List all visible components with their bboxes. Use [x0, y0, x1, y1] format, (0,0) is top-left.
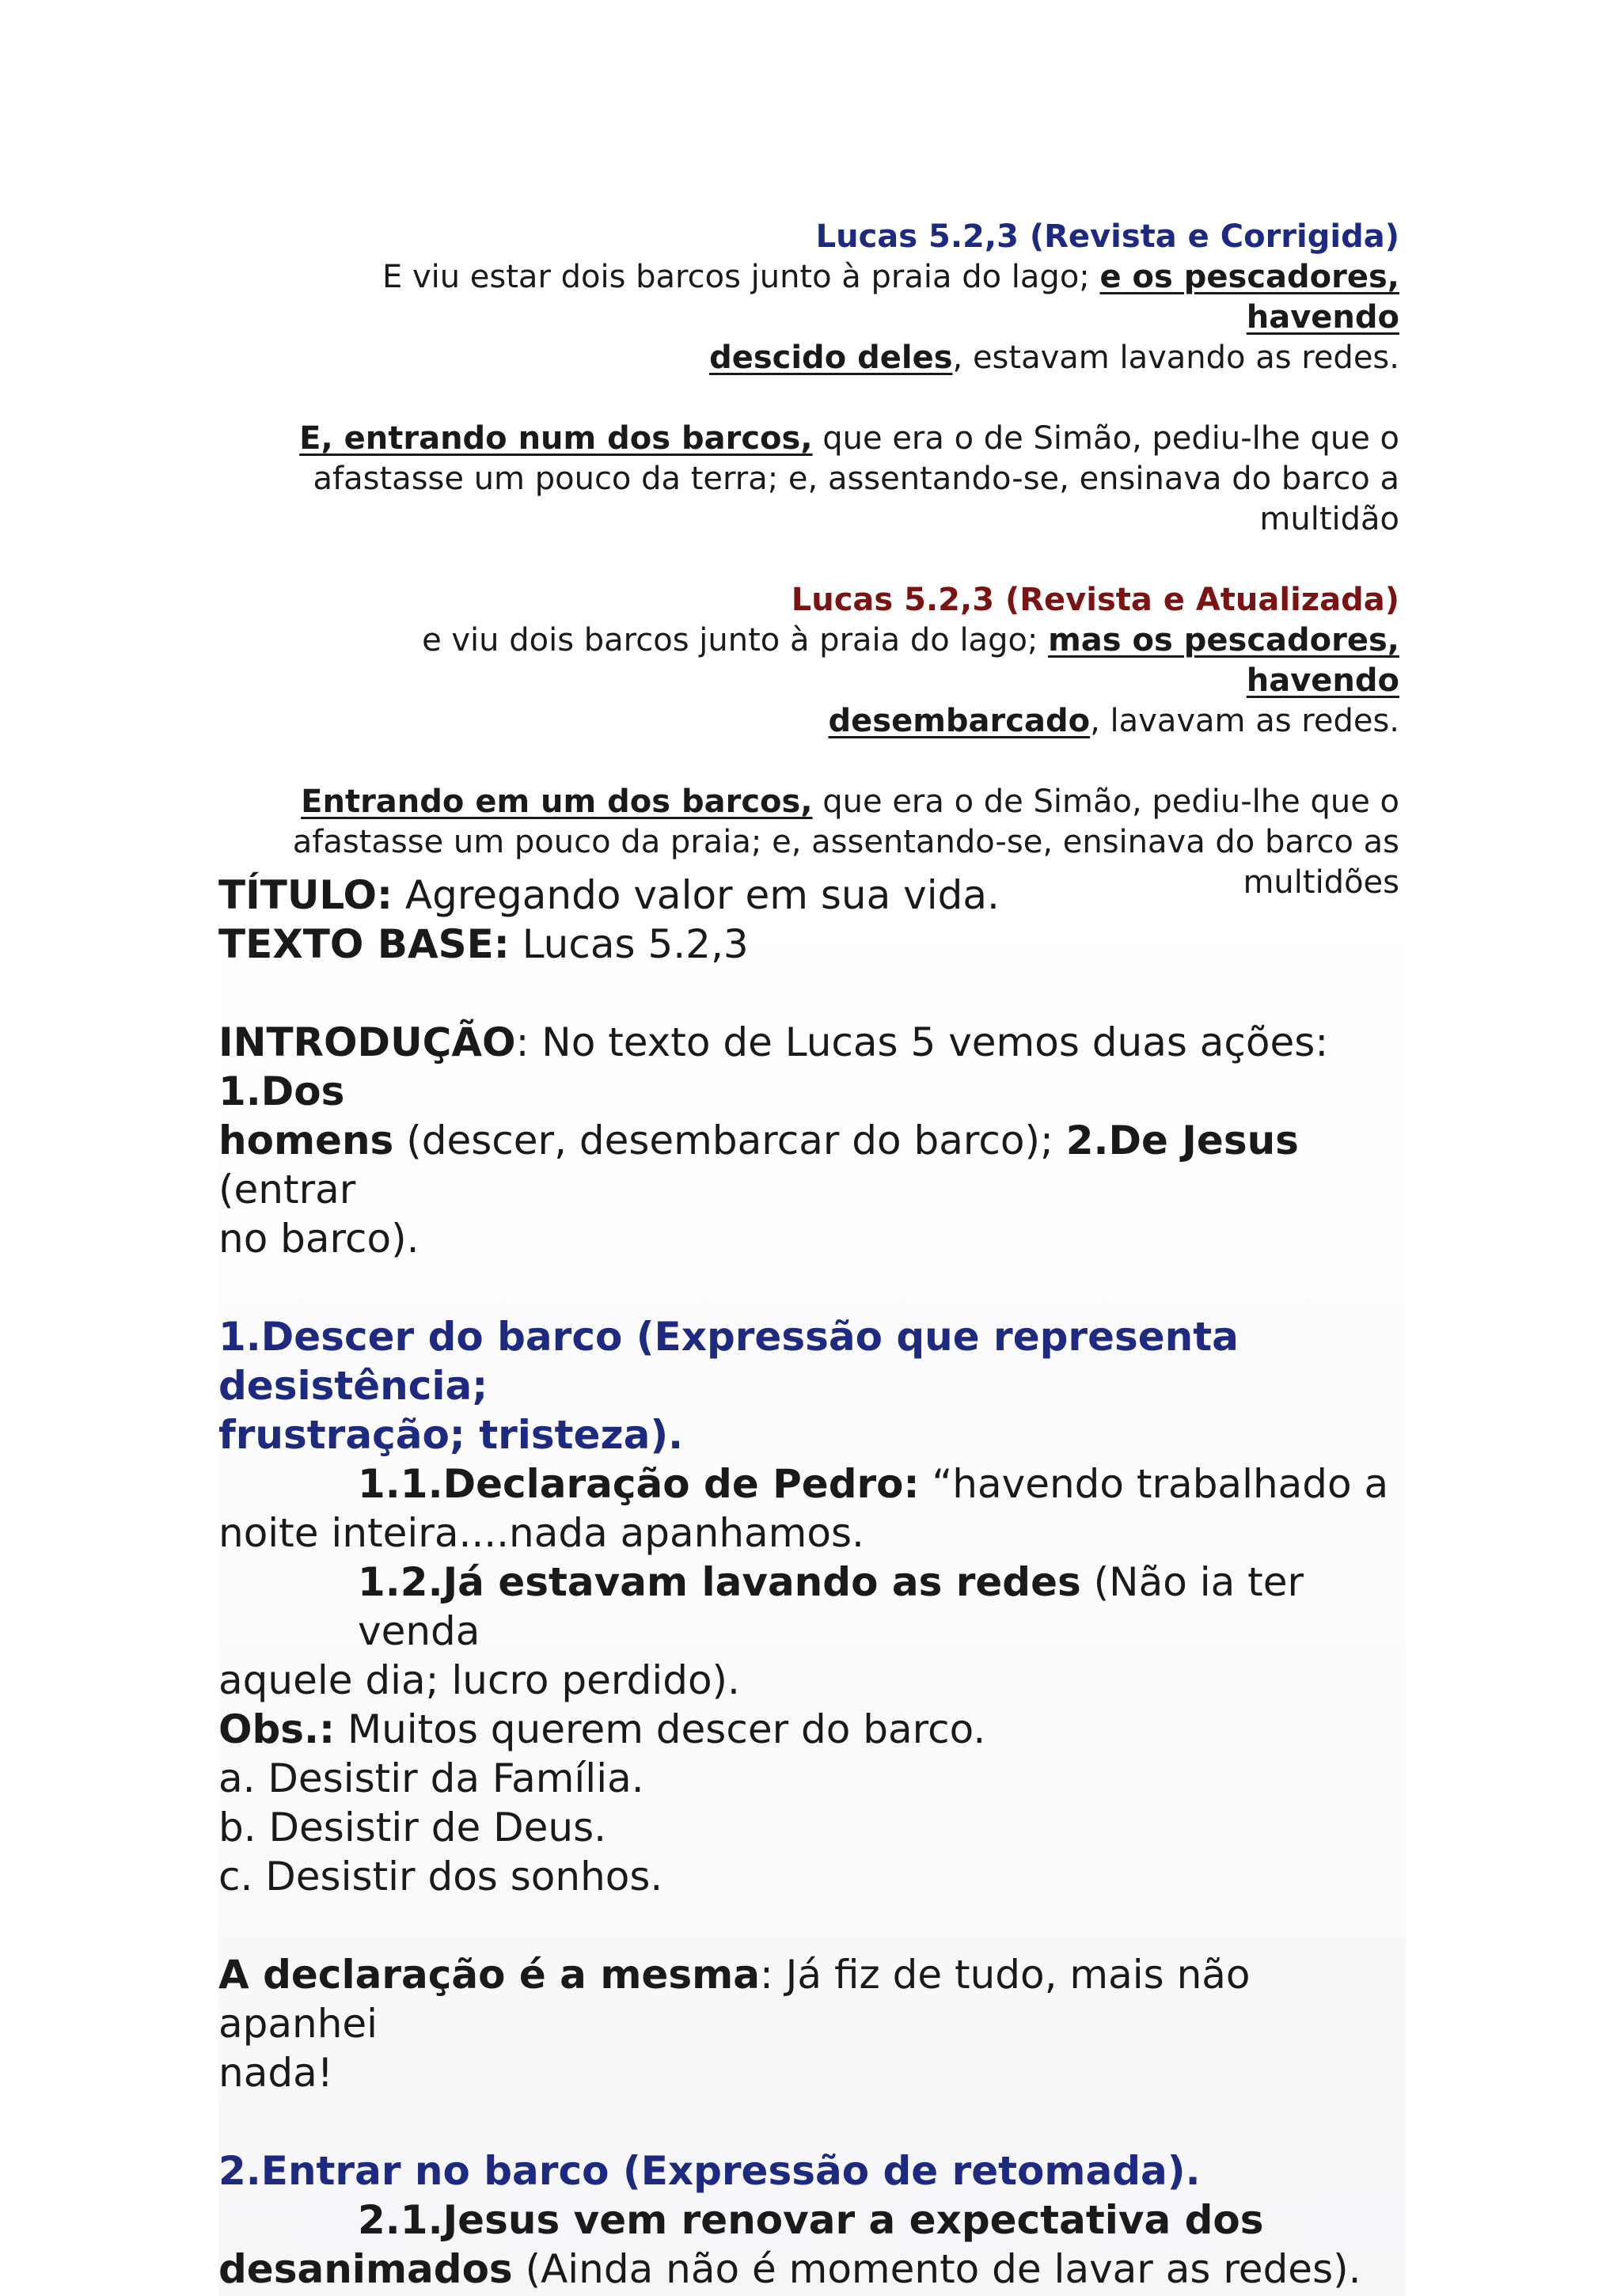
list-item: a. Desistir da Família. — [218, 1755, 644, 1801]
verse-ra-2-line1 — [261, 620, 1399, 701]
intro-line2 — [218, 1116, 1406, 1214]
subsection-label: desanimados — [218, 2246, 513, 2292]
verse-ra-3-line1 — [261, 782, 1399, 822]
underlined-phrase: e os pescadores, havendo — [1099, 259, 1399, 336]
section-1-heading-cont: frustração; tristeza). — [218, 1412, 684, 1458]
verse-rc-3-line1 — [261, 419, 1399, 459]
intro-bold: homens — [218, 1118, 394, 1163]
verse-rc-3-line3: multidão — [1259, 501, 1399, 537]
intro-label: INTRODUÇÃO — [218, 1019, 516, 1065]
subsection-text: (Ainda não é momento de lavar as redes). — [512, 2246, 1361, 2292]
verse-ra-2-line2 — [261, 701, 1399, 742]
verse-rc-2-line2 — [261, 338, 1399, 378]
verse-rc-2-line1 — [261, 257, 1399, 338]
verse-reference-ra: Lucas 5.2,3 (Revista e Atualizada) — [791, 582, 1399, 618]
sermon-outline — [218, 871, 1406, 2294]
section-1-heading: 1.Descer do barco (Expressão que representa desistência; — [218, 1314, 1239, 1409]
verse-ra-3-line3: multidões — [1243, 864, 1399, 901]
verse-text: que era o de Simão, pediu-lhe que o — [812, 420, 1399, 457]
underlined-phrase: E, entrando num dos barcos, — [299, 420, 813, 457]
declaration-label: A declaração é a mesma — [218, 1952, 760, 1998]
underlined-phrase: mas os pescadores, havendo — [1048, 622, 1399, 699]
list-item: b. Desistir de Deus. — [218, 1805, 607, 1850]
subsection-2-1-line2 — [218, 2245, 1406, 2294]
intro-text: : No texto de Lucas 5 vemos duas ações: — [515, 1019, 1329, 1065]
subsection-label: 1.1.Declaração de Pedro: — [358, 1461, 920, 1507]
subsection-1-2-line1 — [218, 1558, 1406, 1656]
intro-text: (descer, desembarcar do barco); — [393, 1118, 1066, 1163]
subsection-2-1-line1: 2.1.Jesus vem renovar a expectativa dos — [358, 2197, 1264, 2243]
intro-bold: 2.De Jesus — [1065, 1118, 1299, 1163]
section-2-heading: 2.Entrar no barco (Expressão de retomada). — [218, 2148, 1201, 2194]
underlined-phrase: descido deles — [709, 340, 953, 376]
title-text: Agregando valor em sua vida. — [393, 872, 1000, 918]
intro-text: (entrar — [218, 1167, 356, 1213]
verse-ra-3-line2: afastasse um pouco da praia; e, assentando-se, ensinava do barco as — [292, 824, 1399, 860]
verse-text: , lavavam as redes. — [1090, 703, 1399, 739]
declaration-line2: nada! — [218, 2050, 333, 2096]
subsection-text: (Não ia ter venda — [358, 1559, 1304, 1654]
obs-line — [218, 1705, 1406, 1754]
intro-line3: no barco). — [218, 1216, 419, 1262]
subsection-label: 1.2.Já estavam lavando as redes — [358, 1559, 1081, 1605]
intro-line1 — [218, 1018, 1406, 1116]
subsection-1-1-line2: noite inteira....nada apanhamos. — [218, 1510, 864, 1556]
verse-text: E viu estar dois barcos junto à praia do lago; — [382, 259, 1100, 295]
verse-text: que era o de Simão, pediu-lhe que o — [812, 784, 1399, 820]
verse-block — [261, 217, 1399, 903]
declaration-line1 — [218, 1950, 1406, 2048]
underlined-phrase: Entrando em um dos barcos, — [301, 784, 813, 820]
base-text-label: TEXTO BASE: — [218, 921, 510, 967]
base-text-line — [218, 920, 1406, 969]
verse-reference-rc: Lucas 5.2,3 (Revista e Corrigida) — [815, 218, 1399, 255]
obs-text: Muitos querem descer do barco. — [335, 1706, 986, 1752]
title-line — [218, 871, 1406, 920]
verse-rc-3-line2: afastasse um pouco da terra; e, assentando-se, ensinava do barco a — [313, 461, 1399, 497]
subsection-text: “havendo trabalhado a — [919, 1461, 1389, 1507]
title-label: TÍTULO: — [218, 872, 393, 918]
list-item: c. Desistir dos sonhos. — [218, 1854, 663, 1899]
base-text-value: Lucas 5.2,3 — [509, 921, 749, 967]
verse-text: e viu dois barcos junto à praia do lago; — [422, 622, 1049, 658]
intro-bold: 1.Dos — [218, 1068, 345, 1114]
declaration-text: : Já fiz de tudo, mais não apanhei — [218, 1952, 1251, 2047]
obs-label: Obs.: — [218, 1706, 336, 1752]
subsection-1-1-line1 — [218, 1459, 1406, 1509]
underlined-phrase: desembarcado — [828, 703, 1091, 739]
subsection-1-2-line2: aquele dia; lucro perdido). — [218, 1657, 740, 1703]
verse-text: , estavam lavando as redes. — [952, 340, 1399, 376]
